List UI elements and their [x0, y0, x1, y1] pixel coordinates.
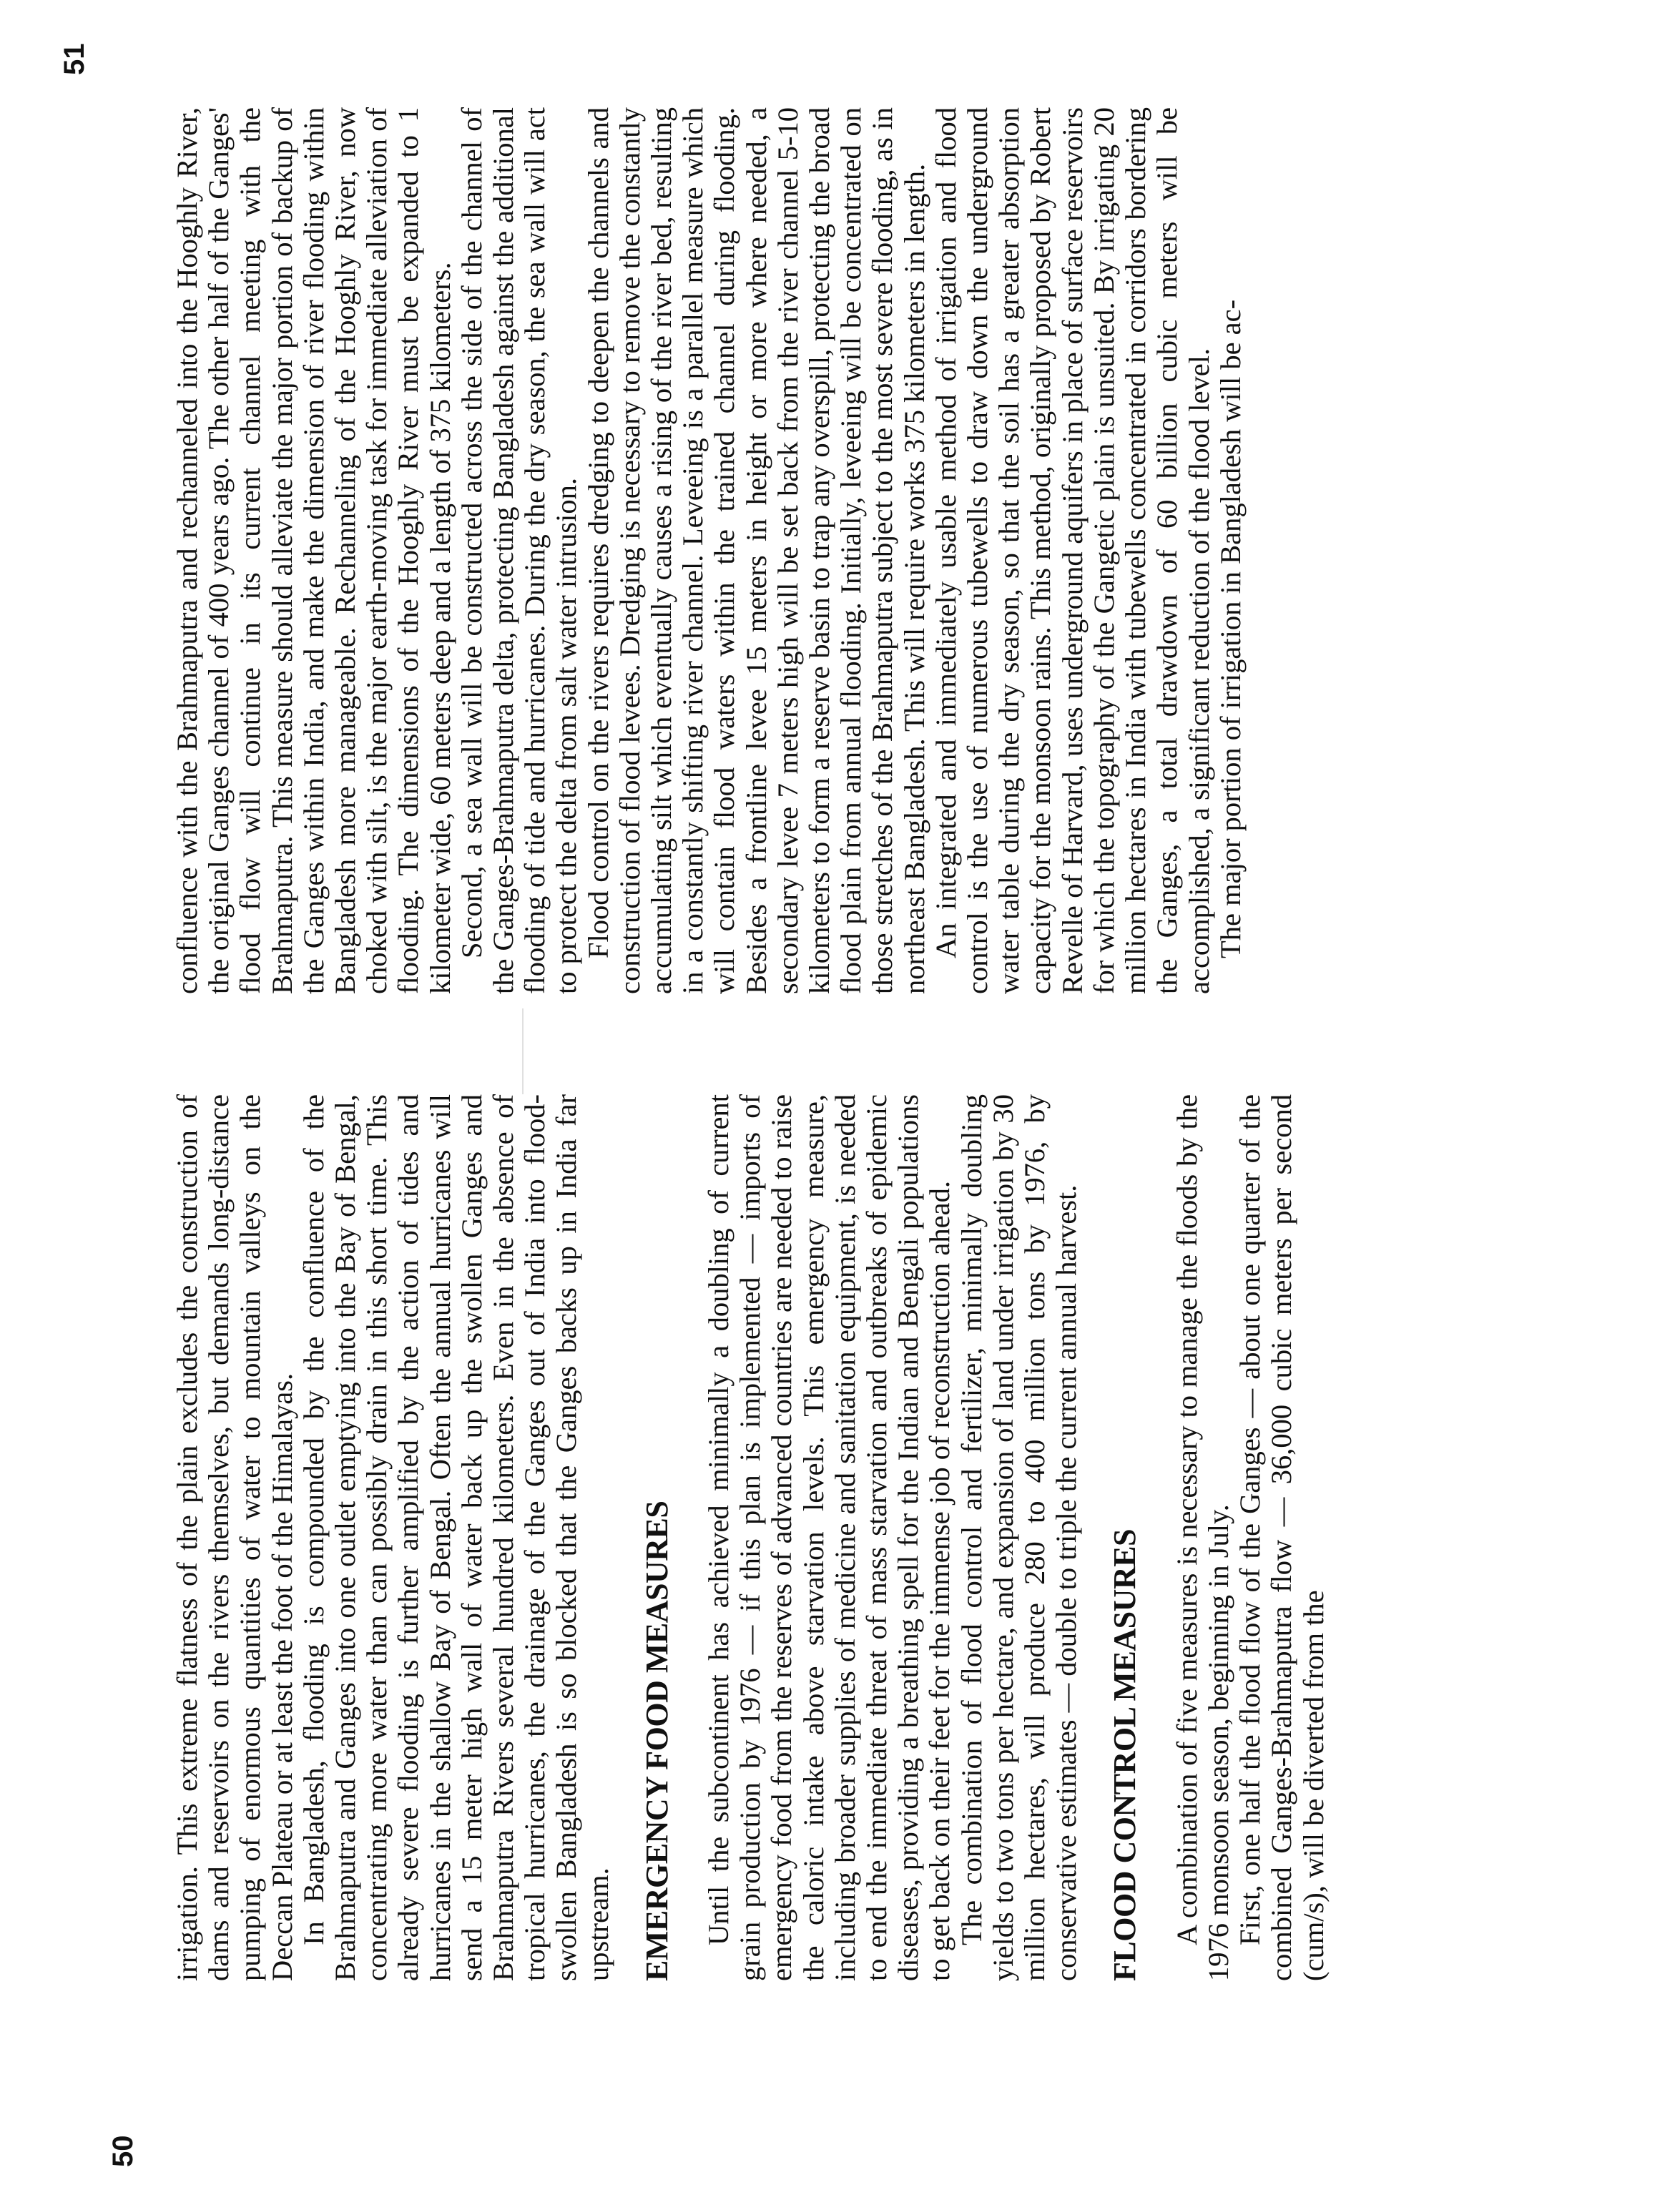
page-number-right: 51: [59, 43, 90, 75]
section-heading-emergency-food: EMERGENCY FOOD MEASURES: [639, 1501, 674, 1981]
paragraph: A combination of five measures is necessary to manage the floods by the 1976 monsoon season, beginning in July.: [1170, 1094, 1234, 1981]
paragraph: Second, a sea wall will be constructed across the side of the channel of the Ganges-Brahmaputra delta, protecting Bangladesh against the additional flooding of tide and hurricanes. During the dry season, the sea wall will act to protect the delta from salt water intrusion.: [455, 107, 583, 994]
page-number-left: 50: [107, 2135, 139, 2167]
paragraph: The combination of flood control and fertilizer, minimally doubling yields to two tons per hectare, and expansion of land under irrigation by 30 million hectares, will produce 280 to 400 million tons by 1976, by conservative estimates — double to triple the current annual harvest.: [955, 1094, 1083, 1981]
paragraph: Until the subcontinent has achieved minimally a doubling of current grain production by 1976 — if this plan is implemented — imports of emergency food from the reserves of advanced countries are needed to raise the caloric intake above starvation levels. This emergency measure, including broader supplies of medicine and sanitation equipment, is needed to end the immediate threat of mass starvation and outbreaks of epidemic diseases, providing a breathing spell for the Indian and Bengali populations to get back on their feet for the immense job of reconstruction ahead.: [702, 1094, 956, 1981]
paragraph: confluence with the Brahmaputra and rechanneled into the Hooghly River, the original Ganges channel of 400 years ago. The other half of the Ganges' flood flow will continue in its current channel meeting with the Brahmaputra. This measure should alleviate the major portion of backup of the Ganges within India, and make the dimension of river flooding within Bangladesh more manageable. Rechanneling of the Hooghly River, now choked with silt, is the major earth-moving task for immediate alleviation of flooding. The dimensions of the Hooghly River must be expanded to 1 kilometer wide, 60 meters deep and a length of 375 kilometers.: [171, 107, 456, 994]
paragraph: irrigation. This extreme flatness of the plain excludes the construction of dams and reservoirs on the rivers themselves, but demands long-distance pumping of enormous quantities of water to mountain valleys on the Deccan Plateau or at least the foot of the Himalayas.: [171, 1094, 298, 1981]
section-heading-flood-control: FLOOD CONTROL MEASURES: [1107, 1529, 1143, 1981]
paragraph: In Bangladesh, flooding is compounded by the confluence of the Brahmaputra and Ganges into one outlet emptying into the Bay of Bengal, concentrating more water than can possibly drain in this short time. This already severe flooding is further amplified by the action of tides and hurricanes in the shallow Bay of Bengal. Often the annual hurricanes will send a 15 meter high wall of water back up the swollen Ganges and Brahmaputra Rivers several hundred kilometers. Even in the absence of tropical hurricanes, the drainage of the Ganges out of India into flood-swollen Bangladesh is so blocked that the Ganges backs up in India far upstream.: [297, 1094, 614, 1981]
right-text-column: [172, 107, 1247, 994]
paragraph: Flood control on the rivers requires dredging to deepen the channels and construction of flood levees. Dredging is necessary to remove the constantly accumulating silt which eventually causes a rising of the river bed, resulting in a constantly shifting river channel. Leveeing is a parallel measure which will contain flood waters within the trained channel during flooding. Besides a frontline levee 15 meters in height or more where needed, a secondary levee 7 meters high will be set back from the river channel 5-10 kilometers to form a reserve basin to trap any overspill, protecting the broad flood plain from annual flooding. Initially, leveeing will be concentrated on those stretches of the Brahmaputra subject to the most severe flooding, as in northeast Bangladesh. This will require works 375 kilometers in length.: [581, 107, 930, 994]
paragraph: The major portion of irrigation in Bangladesh will be ac-: [1214, 299, 1247, 958]
left-text-column: [172, 1094, 1330, 1981]
left-page: [0, 1094, 1680, 2210]
paragraph: An integrated and immediately usable method of irrigation and flood control is the use of numerous tubewells to draw down the underground water table during the dry season, so that the soil has a greater absorption capacity for the monsoon rains. This method, originally proposed by Robert Revelle of Harvard, uses underground aquifers in place of surface reservoirs for which the topography of the Gangetic plain is unsuited. By irrigating 20 million hectares in India with tubewells concentrated in corridors bordering the Ganges, a total drawdown of 60 billion cubic meters will be accomplished, a significant reduction of the flood level.: [929, 107, 1215, 994]
paragraph: First, one half the flood flow of the Ganges — about one quarter of the combined Ganges-Brahmaputra flow — 36,000 cubic meters per second (cum/s), will be diverted from the: [1234, 1094, 1330, 1981]
